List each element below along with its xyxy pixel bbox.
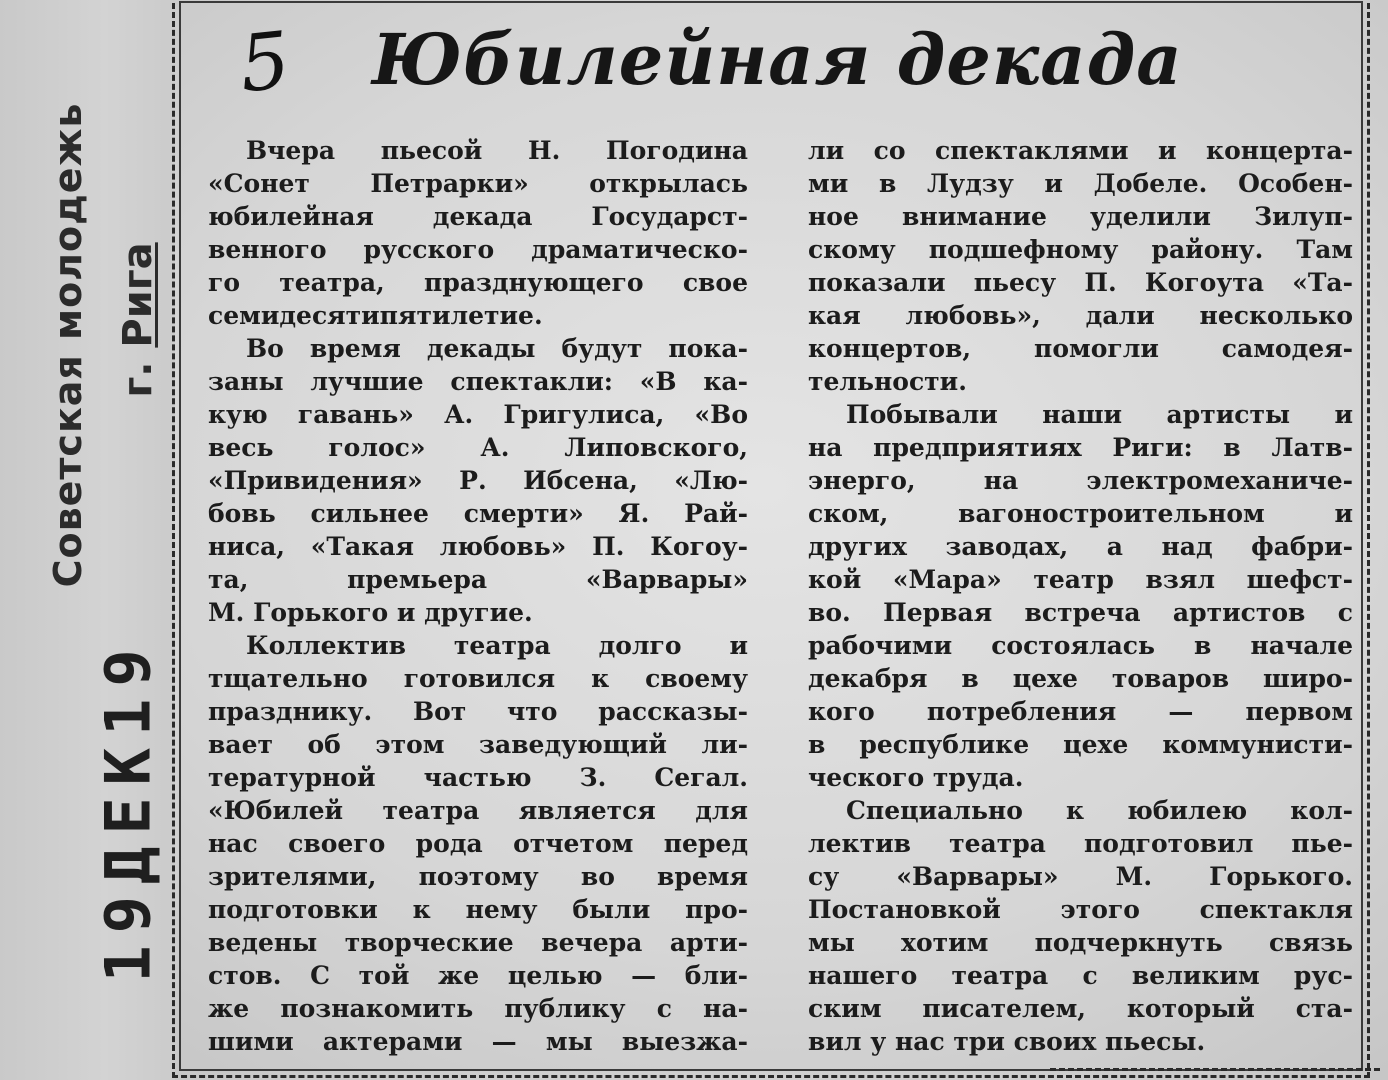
handwritten-number: 5 [235, 15, 295, 111]
article-column-right [808, 134, 1353, 1058]
text-line: та, премьера «Варвары» [208, 565, 748, 594]
text-line: празднику. Вот что рассказы- [208, 697, 748, 726]
text-line: ное внимание уделили Зилуп- [808, 202, 1353, 231]
text-line: рабочими состоялась в начале [808, 631, 1353, 660]
text-line: ческого труда. [808, 763, 1024, 792]
text-line: кой «Мара» театр взял шефст- [808, 565, 1353, 594]
text-line: го театра, празднующего свое [208, 268, 748, 297]
text-line: тературной частью З. Сегал. [208, 763, 748, 792]
text-line: «Юбилей театра является для [208, 796, 748, 825]
text-line: на предприятиях Риги: в Латв- [808, 433, 1353, 462]
city-name: Рига [115, 242, 161, 348]
text-line: мы хотим подчеркнуть связь [808, 928, 1353, 957]
text-line: энерго, на электромеханиче- [808, 466, 1353, 495]
text-line: тельности. [808, 367, 967, 396]
text-line: скому подшефному району. Там [808, 235, 1353, 264]
text-line: ми в Лудзу и Добеле. Особен- [808, 169, 1353, 198]
text-line: тщательно готовился к своему [208, 664, 748, 693]
text-line: показали пьесу П. Когоута «Та- [808, 268, 1353, 297]
text-line: бовь сильнее смерти» Я. Рай- [208, 499, 748, 528]
text-line: же познакомить публику с на- [208, 994, 748, 1023]
city-stamp [115, 242, 161, 397]
text-line: Во время декады будут пока- [246, 334, 748, 363]
text-line: Постановкой этого спектакля [808, 895, 1353, 924]
city-prefix: г. [115, 361, 161, 398]
text-line: ским писателем, который ста- [808, 994, 1353, 1023]
text-line: ли со спектаклями и концерта- [808, 136, 1353, 165]
text-line: лектив театра подготовил пье- [808, 829, 1353, 858]
text-line: Коллектив театра долго и [246, 631, 748, 660]
article-headline: Юбилейная декада [372, 18, 1183, 101]
text-line: венного русского драматическо- [208, 235, 748, 264]
text-line: Вчера пьесой Н. Погодина [246, 136, 748, 165]
text-line: весь голос» А. Липовского, [208, 433, 748, 462]
text-line: других заводах, а над фабри- [808, 532, 1353, 561]
publication-stamp: Советская молодежь [46, 102, 90, 588]
text-line: ведены творческие вечера арти- [208, 928, 748, 957]
text-line: нас своего рода отчетом перед [208, 829, 748, 858]
text-line: кая любовь», дали несколько [808, 301, 1353, 330]
text-line: «Сонет Петрарки» открылась [208, 169, 748, 198]
text-line: зрителями, поэтому во время [208, 862, 748, 891]
text-line: заны лучшие спектакли: «В ка- [208, 367, 748, 396]
text-line: ском, вагоностроительном и [808, 499, 1353, 528]
text-line: шими актерами — мы выезжа- [208, 1027, 748, 1056]
text-line: Побывали наши артисты и [846, 400, 1353, 429]
text-line: в республике цехе коммунисти- [808, 730, 1353, 759]
text-line: кую гавань» А. Григулиса, «Во [208, 400, 748, 429]
date-stamp: 19ДЕК19 [91, 637, 165, 983]
text-line: подготовки к нему были про- [208, 895, 748, 924]
text-line: юбилейная декада Государст- [208, 202, 748, 231]
text-line: декабря в цехе товаров широ- [808, 664, 1353, 693]
text-line: вил у нас три своих пьесы. [808, 1027, 1206, 1056]
text-line: М. Горького и другие. [208, 598, 533, 627]
text-line: стов. С той же целью — бли- [208, 961, 748, 990]
text-line: концертов, помогли самодея- [808, 334, 1353, 363]
text-line: су «Варвары» М. Горького. [808, 862, 1353, 891]
text-line: «Привидения» Р. Ибсена, «Лю- [208, 466, 748, 495]
text-line: во. Первая встреча артистов с [808, 598, 1353, 627]
text-line: ниса, «Такая любовь» П. Когоу- [208, 532, 748, 561]
archive-stamp-strip [0, 0, 175, 1080]
text-line: нашего театра с великим рус- [808, 961, 1353, 990]
text-line: кого потребления — первом [808, 697, 1353, 726]
text-line: вает об этом заведующий ли- [208, 730, 748, 759]
text-line: семидесятипятилетие. [208, 301, 543, 330]
text-line: Специально к юбилею кол- [846, 796, 1353, 825]
bottom-border-fragment [1050, 1068, 1380, 1079]
article-column-left [208, 134, 748, 1058]
